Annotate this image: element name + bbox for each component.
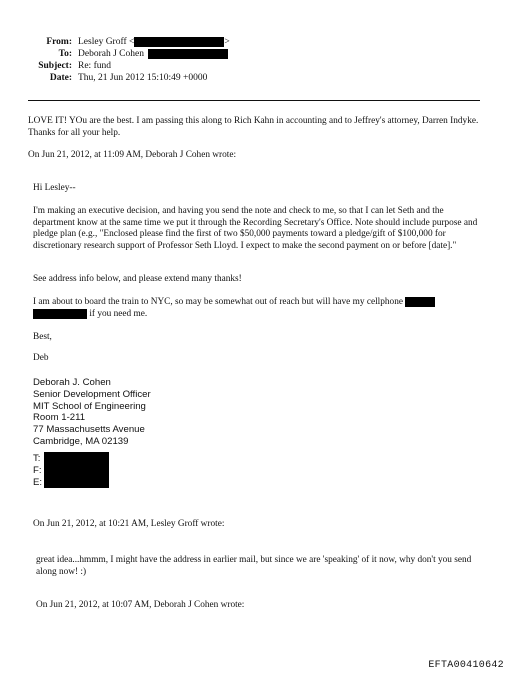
greeting: Hi Lesley-- [33,183,76,193]
quote-intro: On Jun 21, 2012, at 10:21 AM, Lesley Groff wrote: [33,519,225,529]
header-divider [28,100,480,101]
signoff: Deb [33,353,49,363]
subject-label: Subject: [38,61,72,71]
signature-line: Senior Development Officer [33,388,151,400]
signature-line: Deborah J. Cohen [33,377,111,388]
signature-line: 77 Massachusetts Avenue [33,424,145,436]
paragraph-line: if you need me. [89,308,148,319]
redacted-block [44,452,109,488]
redacted-block [148,49,228,59]
signature-line: MIT School of Engineering [33,400,146,412]
quoted-paragraph [33,297,479,320]
quoted-paragraph: I'm making an executive decision, and having you send the note and check to me, so that I can let Seth and the department know at the same time we put it through the Recording Secretary's Office. Note should include purpose and pledge plan (e.g., "Enclosed please find the first of two $50,000 payments toward a pledge/gift of $100,000 for discretionary research support of Professor Seth Lloyd. I expect to make the second payment on or before [date]." [33,206,478,251]
contact-label: F: [33,464,42,476]
contact-label: T: [33,453,41,464]
to-value: Deborah J Cohen [78,49,144,59]
redacted-block [33,309,87,319]
reply-text: LOVE IT! YOu are the best. I am passing this along to Rich Kahn in accounting and to Jeffrey's attorney, Darren Indyke. Thanks for all your help. [28,116,479,138]
quote-intro: On Jun 21, 2012, at 10:07 AM, Deborah J Cohen wrote: [36,600,245,610]
closing: Best, [33,332,52,342]
paragraph-line: I am about to board the train to NYC, so may be somewhat out of reach but will have my cellphone [33,297,403,308]
date-label: Date: [49,73,72,83]
document-id: EFTA00410642 [428,660,504,671]
quoted-paragraph: great idea...hmmm, I might have the address in earlier mail, but since we are 'speaking' of it now, why don't you send along now! :) [36,555,472,577]
from-value: Lesley Groff < [78,37,135,47]
signature-line: Cambridge, MA 02139 [33,435,129,447]
from-close: > [224,37,230,47]
redacted-block [134,37,224,47]
signature-line: Room 1-211 [33,412,86,424]
subject-value: Re: fund [78,61,111,71]
to-label: To: [58,49,72,59]
contact-label: E: [33,476,43,488]
header-date-row [0,72,512,84]
quote-intro: On Jun 21, 2012, at 11:09 AM, Deborah J Cohen wrote: [28,150,237,160]
header-from-row [0,36,512,48]
date-value: Thu, 21 Jun 2012 15:10:49 +0000 [78,73,208,83]
from-label: From: [46,37,72,47]
redacted-block [405,297,435,307]
header-to-row [0,48,512,60]
quoted-paragraph: See address info below, and please extend many thanks! [33,274,242,284]
signature-block [33,377,293,448]
header-subject-row [0,60,512,72]
